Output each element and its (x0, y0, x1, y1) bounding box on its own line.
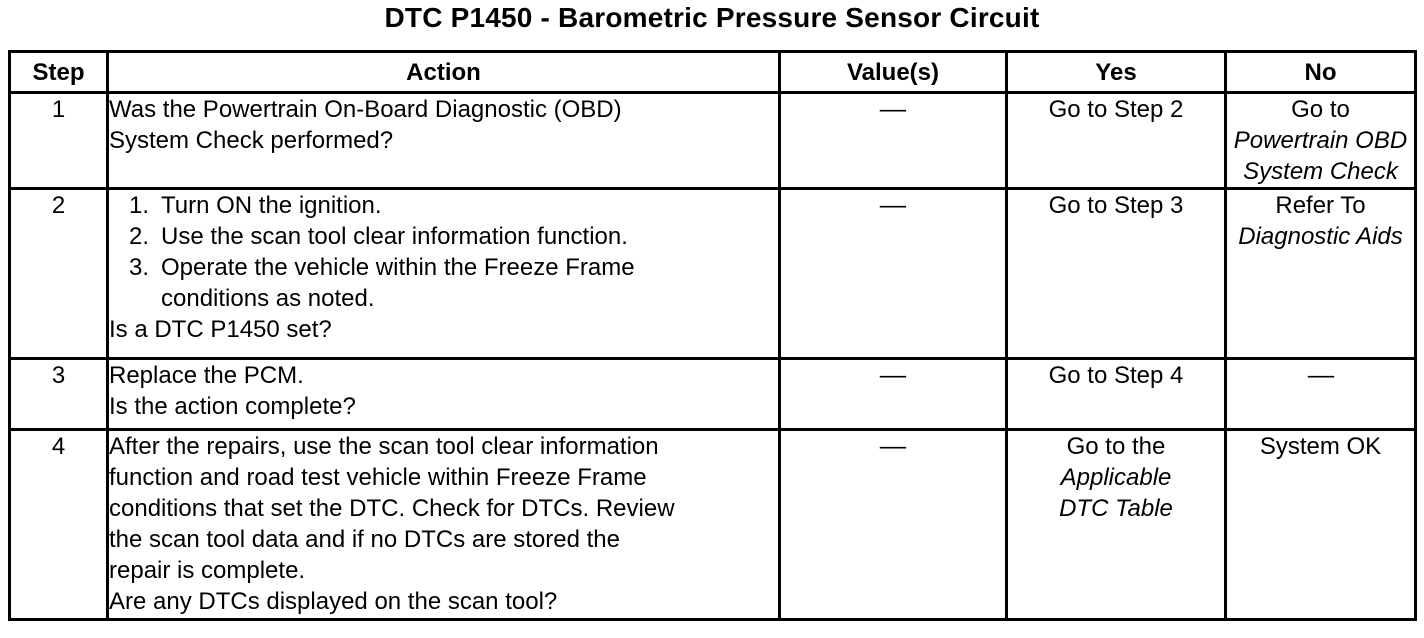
step-number: 2 (10, 189, 108, 359)
list-item-number: 3. (129, 254, 150, 281)
no-text: Refer To (1275, 192, 1366, 219)
action-list (109, 190, 778, 314)
value-dash: — (879, 433, 907, 460)
header-no: No (1226, 52, 1416, 93)
no-cell (1226, 359, 1416, 430)
value-cell (780, 430, 1007, 620)
action-line: Is the action complete? (109, 393, 356, 420)
list-item (129, 190, 778, 221)
diagnostic-table (8, 50, 1417, 621)
action-cell (108, 93, 780, 189)
no-ref-line: System Check (1243, 158, 1398, 185)
list-item-text: Operate the vehicle within the Freeze Frame conditions as noted. (161, 254, 635, 312)
no-ref-line: Diagnostic Aids (1238, 223, 1403, 250)
no-text: System OK (1259, 433, 1382, 460)
header-row (10, 52, 1416, 93)
table-row-step-4 (10, 430, 1416, 620)
action-line: After the repairs, use the scan tool clear information (109, 433, 659, 460)
header-yes: Yes (1007, 52, 1226, 93)
value-cell (780, 359, 1007, 430)
yes-cell (1007, 430, 1226, 620)
step-number: 3 (10, 359, 108, 430)
header-step: Step (10, 52, 108, 93)
list-item-text: Use the scan tool clear information function. (161, 223, 628, 250)
step-number: 1 (10, 93, 108, 189)
action-line: Are any DTCs displayed on the scan tool? (109, 588, 558, 615)
list-item-number: 2. (129, 223, 150, 250)
no-cell (1226, 93, 1416, 189)
no-cell (1226, 430, 1416, 620)
yes-cell (1007, 93, 1226, 189)
yes-cell (1007, 189, 1226, 359)
yes-cell (1007, 359, 1226, 430)
list-item-number: 1. (129, 192, 150, 219)
no-ref-line: Powertrain OBD (1233, 127, 1408, 154)
yes-text: Go to Step 4 (1048, 362, 1184, 389)
value-cell (780, 189, 1007, 359)
table-row-step-1 (10, 93, 1416, 189)
action-line: Was the Powertrain On-Board Diagnostic (OBD) (109, 96, 622, 123)
step-number: 4 (10, 430, 108, 620)
yes-ref-line: Applicable (1060, 464, 1172, 491)
action-line: System Check performed? (109, 127, 394, 154)
no-cell (1226, 189, 1416, 359)
list-item (129, 221, 778, 252)
yes-ref-line: DTC Table (1059, 495, 1173, 522)
value-dash: — (879, 362, 907, 389)
action-line: the scan tool data and if no DTCs are stored the (109, 526, 620, 553)
page-title: DTC P1450 - Barometric Pressure Sensor Circuit (384, 2, 1040, 33)
value-dash: — (879, 96, 907, 123)
action-cell (108, 189, 780, 359)
action-line: repair is complete. (109, 557, 306, 584)
yes-text: Go to Step 3 (1048, 192, 1184, 219)
table-row-step-2 (10, 189, 1416, 359)
no-text: Go to (1291, 96, 1350, 123)
action-question: Is a DTC P1450 set? (109, 316, 332, 343)
list-item-text: Turn ON the ignition. (161, 192, 382, 219)
action-line: function and road test vehicle within Freeze Frame (109, 464, 647, 491)
yes-text: Go to the (1066, 433, 1166, 460)
header-action: Action (108, 52, 780, 93)
list-item (129, 252, 778, 314)
yes-text: Go to Step 2 (1048, 96, 1184, 123)
action-line: conditions that set the DTC. Check for DTCs. Review (109, 495, 675, 522)
header-value: Value(s) (780, 52, 1007, 93)
action-cell (108, 430, 780, 620)
value-cell (780, 93, 1007, 189)
value-dash: — (879, 192, 907, 219)
no-dash: — (1307, 362, 1334, 389)
action-cell (108, 359, 780, 430)
table-row-step-3 (10, 359, 1416, 430)
action-line: Replace the PCM. (109, 362, 304, 389)
